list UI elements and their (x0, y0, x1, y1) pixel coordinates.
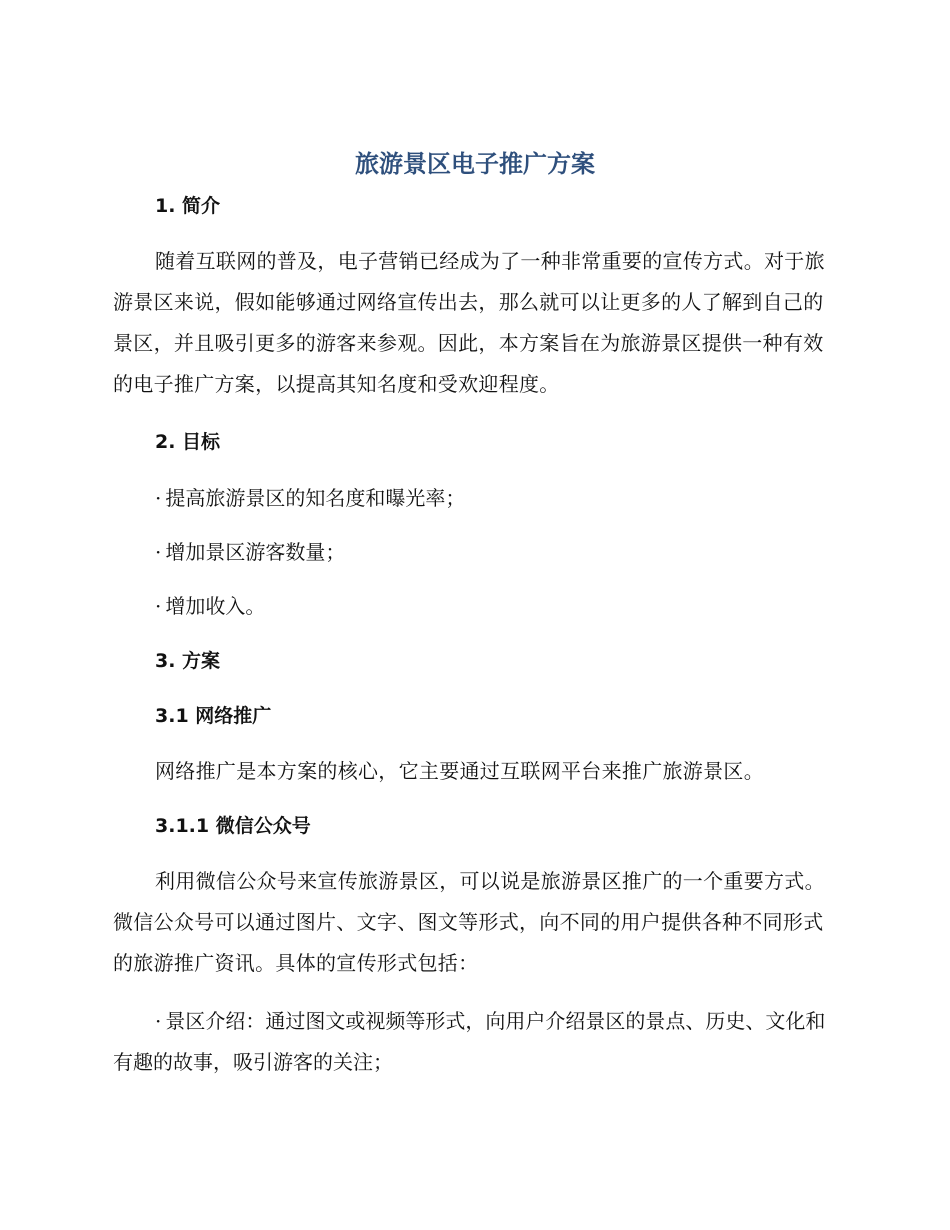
wechat-list-item-text: 景区介绍：通过图文或视频等形式，向用户介绍景区的景点、历史、文化和有趣的故事，吸引游客的关注； (113, 1009, 826, 1074)
wechat-list-item (113, 1001, 833, 1083)
document-title: 旅游景区电子推广方案 (355, 150, 595, 178)
bullet: · (155, 594, 162, 618)
section-heading-intro: 1. 简介 (155, 195, 221, 217)
bullet: · (155, 1009, 162, 1033)
goal-item (155, 592, 835, 620)
section-heading-plan: 3. 方案 (155, 650, 221, 672)
intro-paragraph: 随着互联网的普及，电子营销已经成为了一种非常重要的宣传方式。对于旅游景区来说，假如能够通过网络宣传出去，那么就可以让更多的人了解到自己的景区，并且吸引更多的游客来参观。因此，本方案旨在为旅游景区提供一种有效的电子推广方案，以提高其知名度和受欢迎程度。 (113, 249, 825, 396)
goal-item (155, 484, 835, 512)
bullet: · (155, 540, 162, 564)
goal-item-text: 增加景区游客数量； (165, 540, 346, 564)
bullet: · (155, 486, 162, 510)
wechat-paragraph: 利用微信公众号来宣传旅游景区，可以说是旅游景区推广的一个重要方式。微信公众号可以通过图片、文字、图文等形式，向不同的用户提供各种不同形式的旅游推广资讯。具体的宣传形式包括： (113, 869, 825, 975)
goal-item (155, 538, 835, 566)
goal-item-text: 增加收入。 (165, 594, 266, 618)
goal-item-text: 提高旅游景区的知名度和曝光率； (165, 486, 466, 510)
network-paragraph: 网络推广是本方案的核心，它主要通过互联网平台来推广旅游景区。 (155, 759, 764, 783)
subsection-heading-wechat: 3.1.1 微信公众号 (155, 815, 311, 837)
section-heading-goals: 2. 目标 (155, 431, 221, 453)
subsection-heading-network: 3.1 网络推广 (155, 705, 272, 727)
